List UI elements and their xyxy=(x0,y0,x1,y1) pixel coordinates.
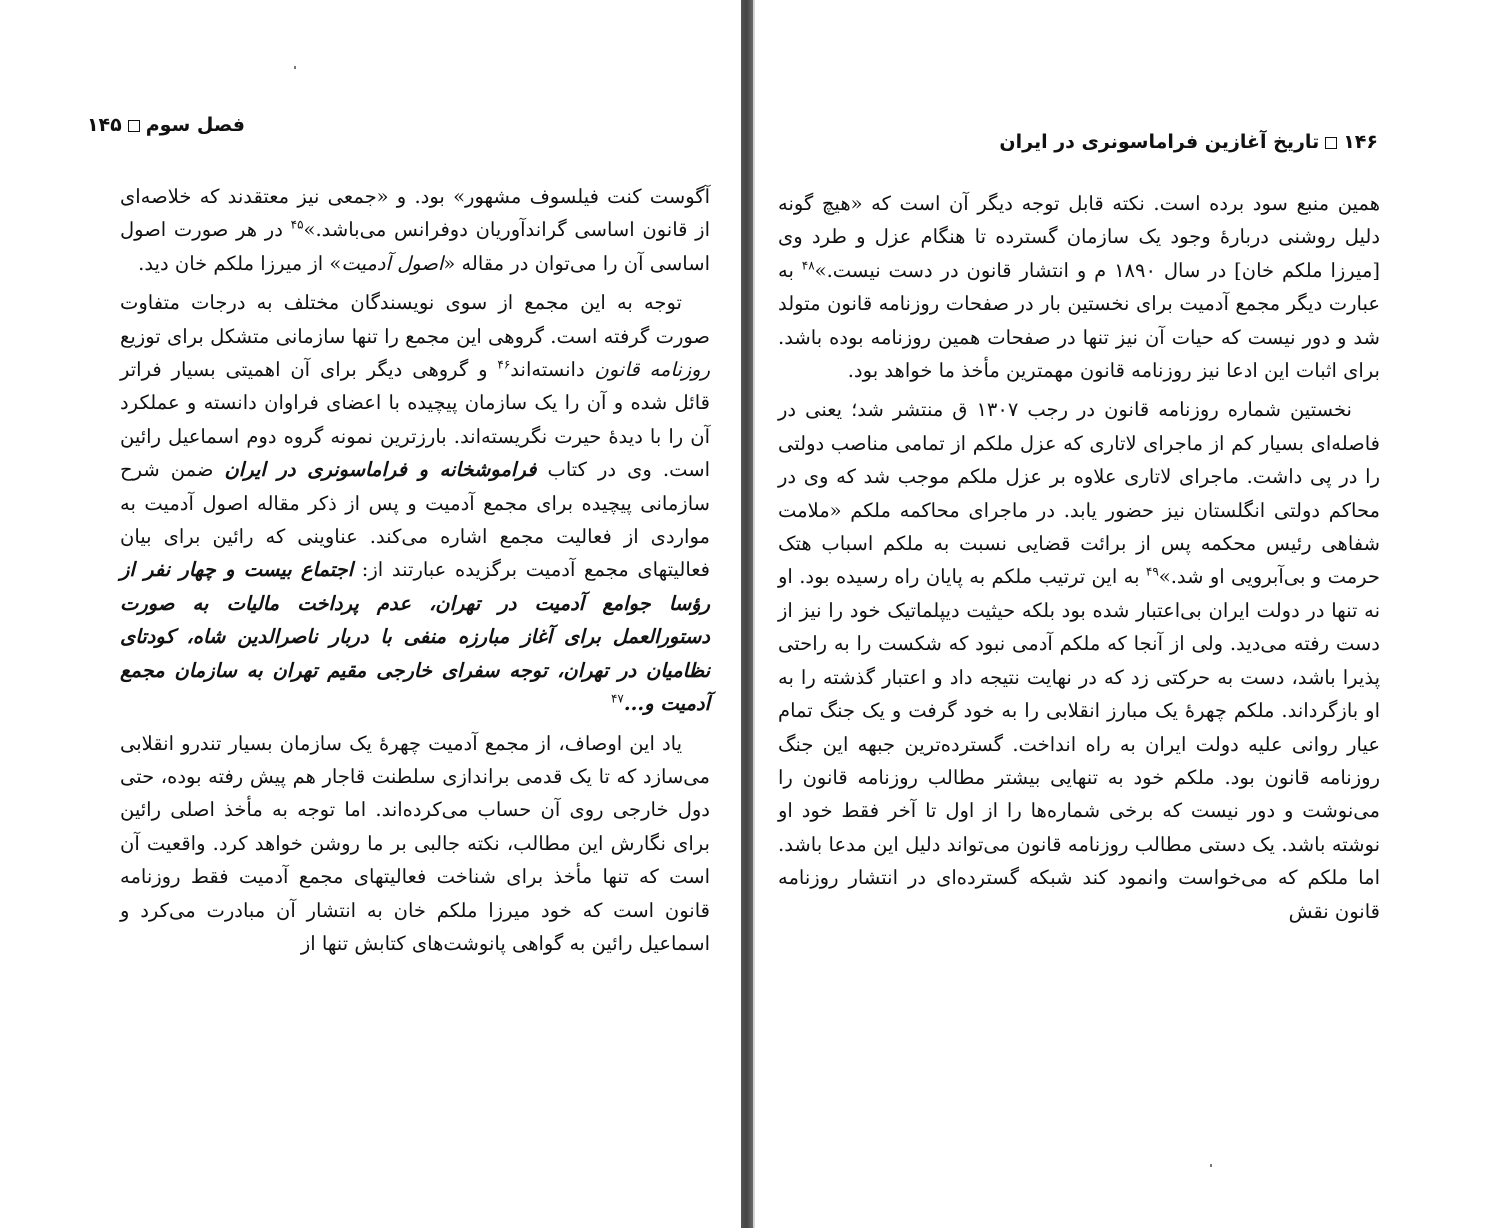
paragraph xyxy=(778,187,1380,387)
footnote-marker: ۴۸ xyxy=(801,258,815,273)
page-number: ۱۴۵ xyxy=(86,114,122,136)
paragraph xyxy=(778,393,1380,928)
paragraph xyxy=(120,180,710,280)
square-separator-icon xyxy=(128,120,140,132)
scan-speck xyxy=(294,66,296,69)
left-page xyxy=(0,0,740,1228)
right-page-header xyxy=(999,131,1378,153)
book-spine xyxy=(741,0,753,1228)
text-run: یاد این اوصاف، از مجمع آدمیت چهرهٔ یک سازمان بسیار تندرو انقلابی می‌سازد که تا یک قدمی براندازی سلطنت قاجار هم پیش رفته بوده، حتی دول خارجی روی آن حساب می‌کرده‌اند. اما توجه به مأخذ اصلی رائین برای نگارش این مطالب، نکته جالبی بر ما روشن خواهد کرد. واقعیت آن است که تنها مأخذ برای شناخت فعالیتهای مجمع آدمیت فقط روزنامه قانون است که خود میرزا ملکم خان به انتشار آن مبادرت می‌کرد و اسماعیل رائین به گواهی پانوشت‌های کتابش تنها از xyxy=(120,731,710,955)
square-separator-icon xyxy=(1325,137,1337,149)
text-run: به عبارت دیگر مجمع آدمیت برای نخستین بار در صفحات روزنامه قانون متولد شد و دور نیست که حیات آن نیز تنها در صفحات همین روزنامه بوده باشد. برای اثبات این ادعا نیز روزنامه قانون مهمترین مأخذ ما خواهد بود. xyxy=(778,258,1380,383)
right-page-body xyxy=(778,187,1380,928)
left-page-body xyxy=(120,180,710,960)
italic-list: اجتماع بیست و چهار نفر از رؤسا جوامع آدمیت در تهران، عدم پرداخت مالیات به صورت دستورالعمل برای آغاز مبارزه منفی با دربار ناصرالدین شاه، کودتای نظامیان در تهران، توجه سفرای خارجی مقیم تهران به سازمان مجمع آدمیت و... xyxy=(120,558,710,716)
book-title: تاریخ آغازین فراماسونری در ایران xyxy=(999,131,1320,153)
left-page-header xyxy=(87,114,245,136)
text-run: توجه به این مجمع از سوی نویسندگان مختلف به درجات متفاوت صورت گرفته است. گروهی این مجمع را تنها سازمانی متشکل برای توزیع xyxy=(120,291,710,348)
right-page xyxy=(755,0,1498,1228)
footnote-marker: ۴۹ xyxy=(1145,564,1159,579)
text-run: همین منبع سود برده است. نکته قابل توجه دیگر آن است که «هیچ گونه دلیل روشنی دربارهٔ وجود یک سازمان گسترده تا هنگام عزل و طرد وی [میرزا ملکم خان] در سال ۱۸۹۰ م و انتشار قانون در دست نیست.» xyxy=(778,192,1380,282)
paragraph xyxy=(120,727,710,961)
text-run: آگوست کنت فیلسوف مشهور» بود. و «جمعی نیز معتقدند که خلاصه‌ای از قانون اساسی گراندآوریان دوفرانس می‌باشد.» xyxy=(120,185,711,242)
footnote-marker: ۴۷ xyxy=(610,691,624,706)
footnote-marker: ۴۶ xyxy=(497,357,511,372)
text-run: دانسته‌اند xyxy=(510,358,595,382)
scan-speck xyxy=(1210,1164,1212,1167)
text-run: نخستین شماره روزنامه قانون در رجب ۱۳۰۷ ق منتشر شد؛ یعنی در فاصله‌ای بسیار کم از ماجرای لاتاری که عزل ملکم از تمامی مناصب دولتی را در پی داشت. ماجرای لاتاری علاوه بر عزل ملکم موجب شد که وی در محاکم دولتی انگلستان نیز حضور یابد. در ماجرای محاکمه ملکم «ملامت شفاهی رئیس محکمه پس از برائت قضایی نسبت به ملکم اسباب هتک حرمت و بی‌آبرویی او شد.» xyxy=(778,398,1380,589)
italic-title: اصول آدمیت xyxy=(341,251,444,275)
text-run: » از میرزا ملکم خان دید. xyxy=(138,251,342,275)
page-number: ۱۴۶ xyxy=(1343,131,1378,153)
text-run: به این ترتیب ملکم به پایان راه رسیده بود. او نه تنها در دولت ایران بی‌اعتبار شده بود بلکه حیثیت دیپلماتیک خود را نیز از دست رفته می‌دید. ولی از آنجا که ملکم آدمی نبود که شکست را به راحتی پذیرا باشد، دست به حرکتی زد که در نهایت نتیجه داد و اعتبار گذشته را به او بازگرداند. ملکم چهرهٔ یک مبارز انقلابی را به خود گرفت و یک جنگ تمام عیار روانی علیه دولت ایران به راه انداخت. گسترده‌ترین جبهه این جنگ روزنامه قانون بود. ملکم خود به تنهایی بیشتر مطالب روزنامه قانون را می‌نوشت و دور نیست که برخی شماره‌ها را از اول تا آخر فقط خود او نوشته باشد. یک دستی مطالب روزنامه قانون می‌تواند دلیل این مدعا باشد. اما ملکم که می‌خواست وانمود کند شبکه گسترده‌ای در انتشار روزنامه قانون نقش xyxy=(778,565,1380,923)
paragraph xyxy=(120,286,710,720)
italic-title: روزنامه قانون xyxy=(594,358,710,382)
text-run: و گروهی دیگر برای آن اهمیتی بسیار فراتر قائل شده و آن را یک سازمان پیچیده با اعضای فراوان دانسته و عملکرد آن را با دیدهٔ حیرت نگریسته‌اند. بارزترین نمونه گروه دوم اسماعیل رائین است. وی در کتاب xyxy=(120,358,710,482)
footnote-marker: ۴۵ xyxy=(290,217,304,232)
italic-title: فراموشخانه و فراماسونری در ایران xyxy=(224,458,537,482)
text-run: ضمن شرح سازمانی پیچیده برای مجمع آدمیت و پس از ذکر مقاله اصول آدمیت به مواردی از فعالیت مجمع اشاره می‌کند. عناوینی که رائین برای بیان فعالیتهای مجمع آدمیت برگزیده عبارتند از: xyxy=(120,458,710,582)
text-run: در هر صورت اصول اساسی آن را می‌توان در مقاله « xyxy=(120,218,710,275)
chapter-title: فصل سوم xyxy=(145,114,245,136)
